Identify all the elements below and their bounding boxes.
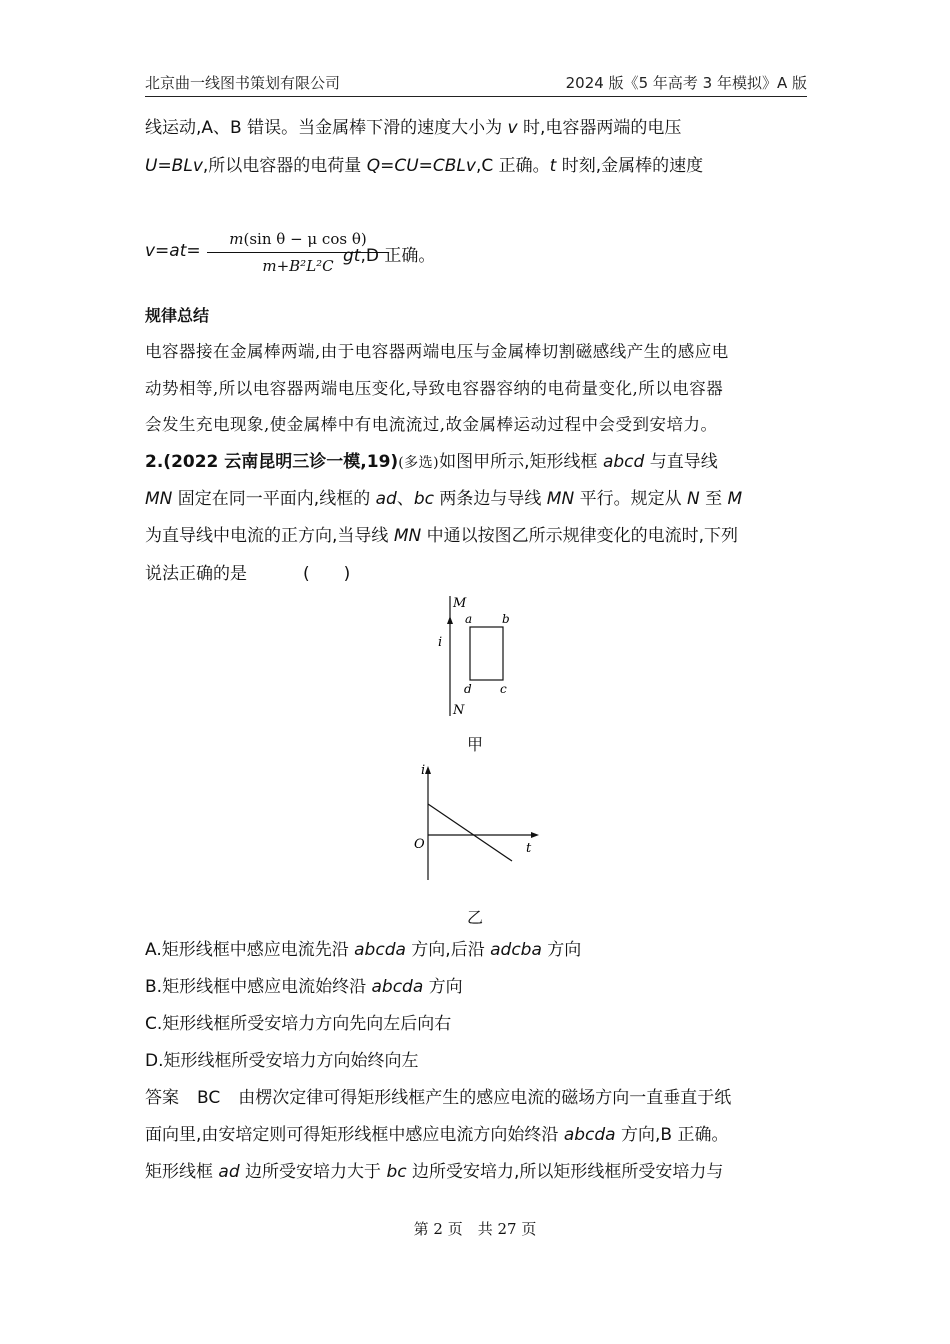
option-B[interactable]: B.矩形线框中感应电流始终沿 abcda 方向 [145,977,463,997]
label-O: O [414,837,425,852]
question-number: 2. [145,452,164,472]
figure-2-current-graph [408,760,544,888]
question-line-4: 说法正确的是 ( ) [145,564,351,584]
figure-1-wire-and-loop [430,590,530,722]
prev-solution-line-2: U=BLv,所以电容器的电荷量 Q=CU=CBLv,C 正确。t 时刻,金属棒的速度 [145,156,704,176]
question-line-3: 为直导线中电流的正方向,当导线 MN 中通以按图乙所示规律变化的电流时,下列 [145,526,739,546]
label-t: t [526,841,532,856]
answer-line-1: 答案 BC 由楞次定律可得矩形线框产生的感应电流的磁场方向一直垂直于纸 [145,1088,732,1108]
question-line-2: MN 固定在同一平面内,线框的 ad、bc 两条边与导线 MN 平行。规定从 N 至 M [145,489,743,509]
question-tag: (多选) [398,455,440,471]
t-axis-arrow [531,832,539,838]
summary-line-2: 动势相等,所以电容器两端电压变化,导致电容器容纳的电荷量变化,所以电容器 [145,379,724,398]
answer-line-3: 矩形线框 ad 边所受安培力大于 bc 边所受安培力,所以矩形线框所受安培力与 [145,1162,724,1182]
i-axis-arrow [425,766,431,774]
rectangular-loop [470,627,503,680]
label-N: N [453,703,465,718]
label-i: i [438,635,443,650]
answer-line-2: 面向里,由安培定则可得矩形线框中感应电流方向始终沿 abcda 方向,B 正确。 [145,1125,729,1145]
option-D[interactable]: D.矩形线框所受安培力方向始终向左 [145,1051,419,1071]
summary-line-3: 会发生充电现象,使金属棒中有电流流过,故金属棒运动过程中会受到安培力。 [145,415,718,434]
label-b: b [502,612,510,626]
figure-2-caption: 乙 [467,908,484,927]
header-publisher: 北京曲一线图书策划有限公司 [145,74,341,92]
label-M: M [453,596,467,611]
formula-fraction: m(sin θ − μ cos θ) m+B²L²C [205,226,391,279]
option-A[interactable]: A.矩形线框中感应电流先沿 abcda 方向,后沿 adcba 方向 [145,940,582,960]
answer-label: 答案 [145,1088,179,1108]
summary-title: 规律总结 [145,306,210,325]
prev-solution-line-1: 线运动,A、B 错误。当金属棒下滑的速度大小为 v 时,电容器两端的电压 [145,118,682,138]
header-book-title: 2024 版《5 年高考 3 年模拟》A 版 [565,74,807,92]
page-footer: 第 2 页 共 27 页 [413,1220,537,1238]
answer-paren: ( ) [303,564,351,584]
label-d: d [464,682,472,696]
question-source: (2022 云南昆明三诊一模,19) [163,452,399,472]
summary-line-1: 电容器接在金属棒两端,由于电容器两端电压与金属棒切割磁感线产生的感应电 [145,342,729,361]
label-a: a [465,612,473,626]
option-C[interactable]: C.矩形线框所受安培力方向先向左后向右 [145,1014,452,1034]
page-header [145,72,807,97]
current-line [428,804,512,861]
label-c: c [500,682,507,696]
answer-value: BC [197,1088,221,1108]
wire-arrow-up [447,616,453,624]
question-line-1: 2.(2022 云南昆明三诊一模,19)(多选)如图甲所示,矩形线框 abcd 与直导线 [145,452,718,472]
label-i: i [421,763,426,778]
figure-1-caption: 甲 [467,735,484,754]
